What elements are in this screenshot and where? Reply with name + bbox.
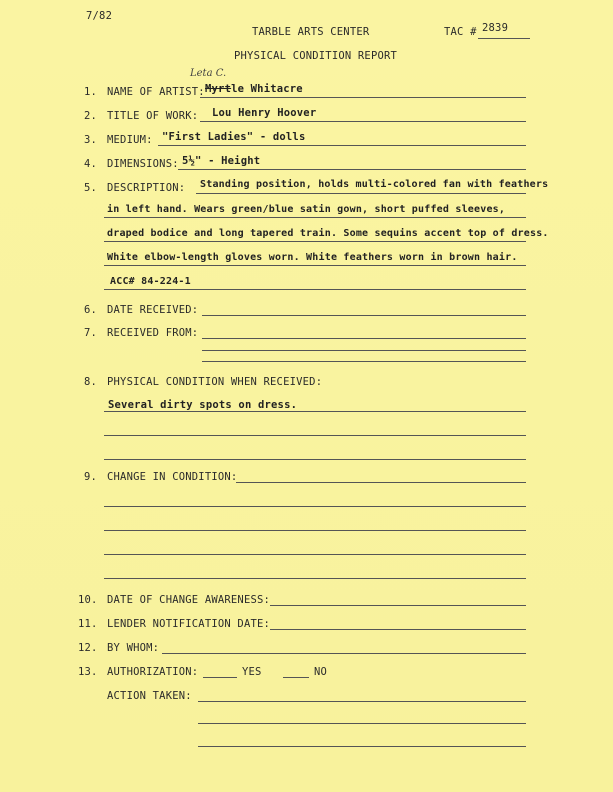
lender-notification-label: LENDER NOTIFICATION DATE:: [107, 618, 271, 630]
change-line-5[interactable]: [104, 578, 526, 579]
artist-label: NAME OF ARTIST:: [107, 86, 205, 98]
field-6-number: 6.: [84, 304, 98, 316]
change-awareness-label: DATE OF CHANGE AWARENESS:: [107, 594, 271, 606]
authorization-yes-label: YES: [242, 666, 262, 678]
medium-label: MEDIUM:: [107, 134, 153, 146]
field-10-number: 10.: [78, 594, 98, 606]
dimensions-line: [178, 169, 526, 170]
action-taken-line-1[interactable]: [198, 701, 526, 702]
field-13-number: 13.: [78, 666, 98, 678]
description-value-line-4[interactable]: White elbow-length gloves worn. White feathers worn in brown hair.: [107, 252, 518, 263]
authorization-no-label: NO: [314, 666, 328, 678]
authorization-no-line[interactable]: [283, 677, 309, 678]
title-line: [200, 121, 526, 122]
by-whom-label: BY WHOM:: [107, 642, 160, 654]
artist-value[interactable]: [205, 83, 303, 95]
field-3-number: 3.: [84, 134, 98, 146]
description-value-line-2[interactable]: in left hand. Wears green/blue satin gown, short puffed sleeves,: [107, 204, 506, 215]
field-8-number: 8.: [84, 376, 98, 388]
date-received-label: DATE RECEIVED:: [107, 304, 199, 316]
condition-line-3[interactable]: [104, 459, 526, 460]
received-from-line-1[interactable]: [202, 338, 526, 339]
date-mark: 7/82: [86, 10, 113, 22]
artist-value-text: le Whitacre: [231, 83, 303, 95]
description-line-1: [196, 193, 526, 194]
change-line-2[interactable]: [104, 506, 526, 507]
field-2-number: 2.: [84, 110, 98, 122]
lender-notification-line[interactable]: [270, 629, 526, 630]
field-4-number: 4.: [84, 158, 98, 170]
tac-underline: [478, 38, 530, 39]
artist-struck-text: Myrt: [205, 83, 232, 95]
condition-line-1: [104, 411, 526, 412]
accession-number[interactable]: ACC# 84-224-1: [110, 276, 191, 287]
authorization-yes-line[interactable]: [203, 677, 237, 678]
description-line-4: [104, 265, 526, 266]
action-taken-line-2[interactable]: [198, 723, 526, 724]
authorization-label: AUTHORIZATION:: [107, 666, 199, 678]
field-1-number: 1.: [84, 86, 98, 98]
description-value-line-3[interactable]: draped bodice and long tapered train. Some sequins accent top of dress.: [107, 228, 549, 239]
condition-received-value[interactable]: Several dirty spots on dress.: [108, 399, 298, 411]
by-whom-line[interactable]: [162, 653, 526, 654]
received-from-line-3[interactable]: [202, 361, 526, 362]
title-label: TITLE OF WORK:: [107, 110, 199, 122]
change-line-4[interactable]: [104, 554, 526, 555]
description-value-line-1[interactable]: Standing position, holds multi-colored fan with feathers: [200, 179, 549, 190]
received-from-line-2[interactable]: [202, 350, 526, 351]
handwritten-artist-note: Leta C.: [190, 68, 227, 79]
field-9-number: 9.: [84, 471, 98, 483]
description-label: DESCRIPTION:: [107, 182, 186, 194]
medium-line: [158, 145, 526, 146]
tac-number: 2839: [482, 22, 509, 34]
center-name: TARBLE ARTS CENTER: [252, 26, 370, 38]
field-7-number: 7.: [84, 327, 98, 339]
medium-value[interactable]: "First Ladies" - dolls: [162, 131, 306, 143]
change-awareness-line[interactable]: [270, 605, 526, 606]
description-line-3: [104, 241, 526, 242]
change-line-3[interactable]: [104, 530, 526, 531]
action-taken-line-3[interactable]: [198, 746, 526, 747]
description-line-2: [104, 217, 526, 218]
field-12-number: 12.: [78, 642, 98, 654]
field-11-number: 11.: [78, 618, 98, 630]
change-line-1[interactable]: [236, 482, 526, 483]
dimensions-value[interactable]: 5½" - Height: [182, 155, 261, 167]
condition-received-label: PHYSICAL CONDITION WHEN RECEIVED:: [107, 376, 323, 388]
tac-label: TAC #: [444, 26, 477, 38]
change-condition-label: CHANGE IN CONDITION:: [107, 471, 238, 483]
artist-line: [200, 97, 526, 98]
condition-line-2[interactable]: [104, 435, 526, 436]
received-from-label: RECEIVED FROM:: [107, 327, 199, 339]
title-value[interactable]: Lou Henry Hoover: [212, 107, 317, 119]
report-title: PHYSICAL CONDITION REPORT: [234, 50, 398, 62]
description-line-5: [104, 289, 526, 290]
dimensions-label: DIMENSIONS:: [107, 158, 179, 170]
field-5-number: 5.: [84, 182, 98, 194]
action-taken-label: ACTION TAKEN:: [107, 690, 192, 702]
date-received-line[interactable]: [202, 315, 526, 316]
